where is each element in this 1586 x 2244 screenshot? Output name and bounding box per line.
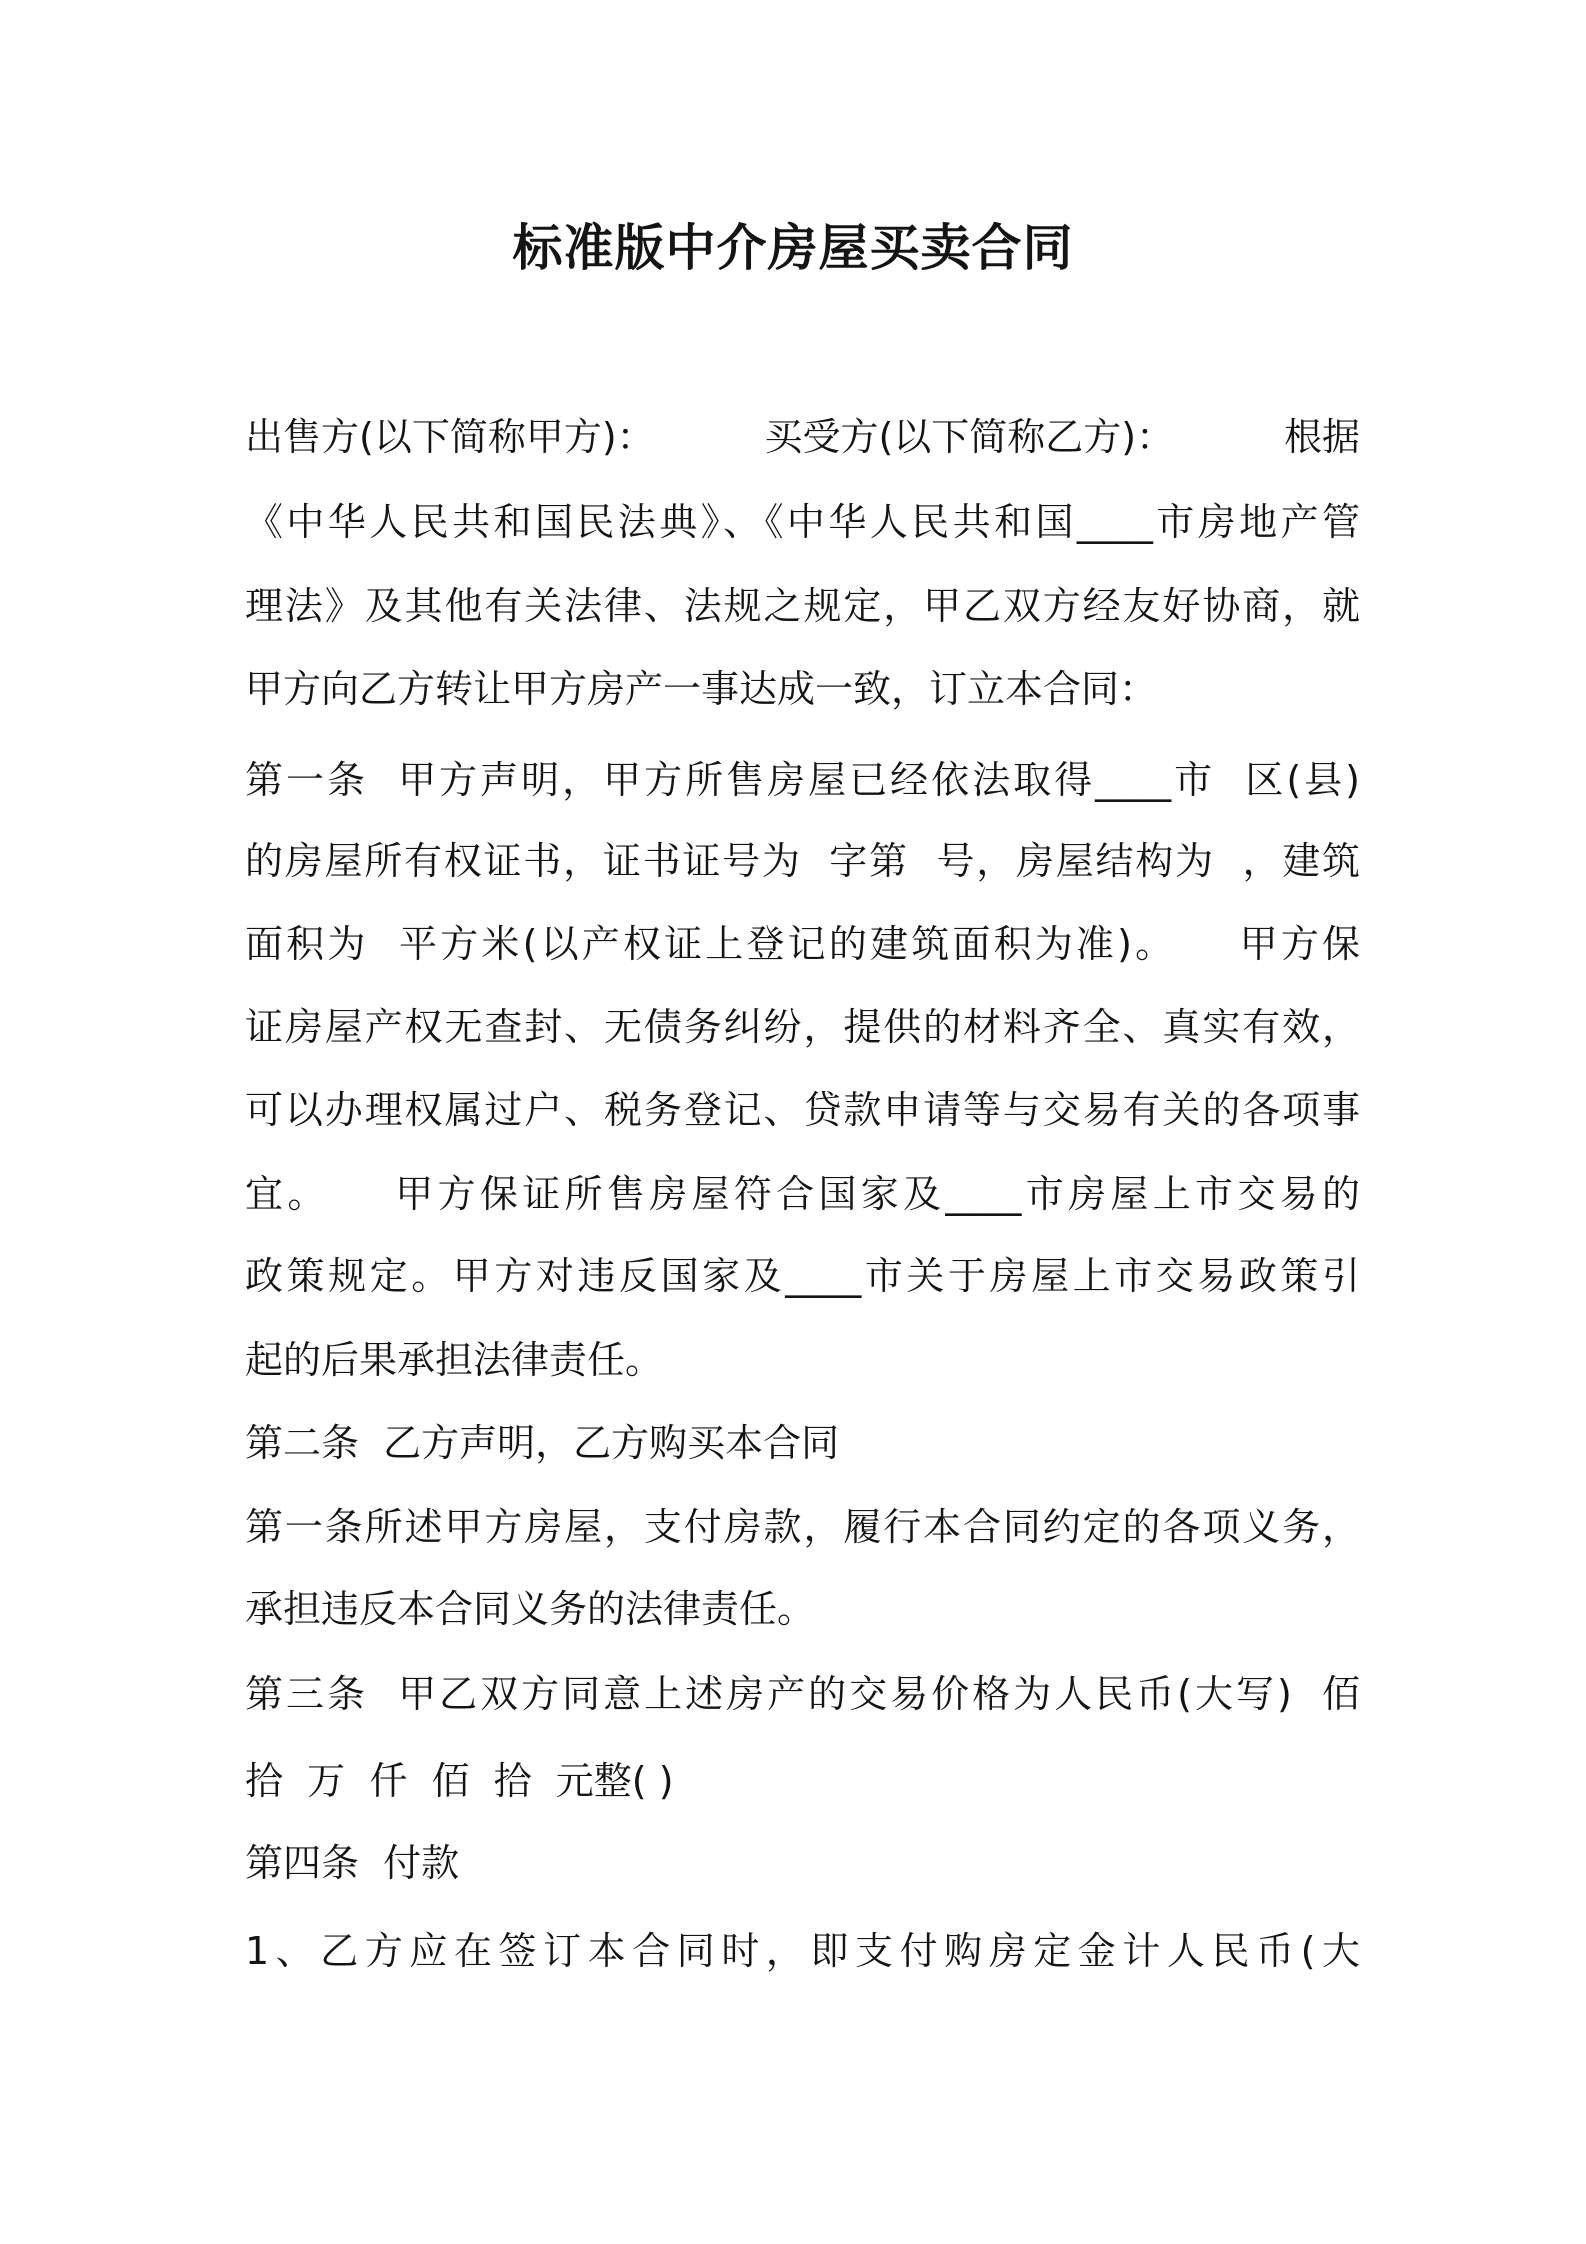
document-title: 标准版中介房屋买卖合同 bbox=[512, 219, 1074, 277]
contract-line: 可以办理权属过户、税务登记、贷款申请等与交易有关的各项事 bbox=[245, 1088, 1360, 1132]
contract-line: 理法》及其他有关法律、法规之规定，甲乙双方经友好协商，就 bbox=[245, 584, 1360, 628]
contract-line: 宜。 甲方保证所售房屋符合国家及____市房屋上市交易的 bbox=[245, 1172, 1360, 1216]
contract-line: 拾 万 仟 佰 拾 元整( ) bbox=[245, 1759, 674, 1803]
seller-label: 出售方(以下简称甲方)： bbox=[245, 415, 655, 459]
contract-line: 起的后果承担法律责任。 bbox=[245, 1338, 664, 1382]
contract-line: 《中华人民共和国民法典》、《中华人民共和国____市房地产管 bbox=[245, 500, 1360, 544]
buyer-label: 买受方(以下简称乙方)： bbox=[764, 415, 1175, 459]
contract-line: 政策规定。甲方对违反国家及____市关于房屋上市交易政策引 bbox=[245, 1254, 1360, 1298]
contract-line: 承担违反本合同义务的法律责任。 bbox=[245, 1587, 816, 1631]
contract-line: 面积为 平方米(以产权证上登记的建筑面积为准)。 甲方保 bbox=[245, 922, 1360, 966]
basis-label: 根据 bbox=[1283, 415, 1360, 459]
contract-line: 第一条所述甲方房屋，支付房款，履行本合同约定的各项义务， bbox=[245, 1505, 1360, 1549]
article-3-line: 第三条 甲乙双方同意上述房产的交易价格为人民币(大写) 佰 bbox=[245, 1672, 1360, 1716]
contract-line: 甲方向乙方转让甲方房产一事达成一致，订立本合同： bbox=[245, 667, 1158, 711]
contract-line: 的房屋所有权证书，证书证号为 字第 号，房屋结构为 ，建筑 bbox=[245, 839, 1360, 883]
contract-line: 1、乙方应在签订本合同时，即支付购房定金计人民币(大 bbox=[245, 1929, 1360, 1973]
article-2-line: 第二条 乙方声明，乙方购买本合同 bbox=[245, 1421, 840, 1465]
parties-line bbox=[245, 407, 1360, 467]
article-4-line: 第四条 付款 bbox=[245, 1841, 460, 1885]
contract-line: 证房屋产权无查封、无债务纠纷，提供的材料齐全、真实有效， bbox=[245, 1005, 1360, 1049]
article-1-line: 第一条 甲方声明，甲方所售房屋已经依法取得____市 区(县) bbox=[245, 758, 1360, 802]
